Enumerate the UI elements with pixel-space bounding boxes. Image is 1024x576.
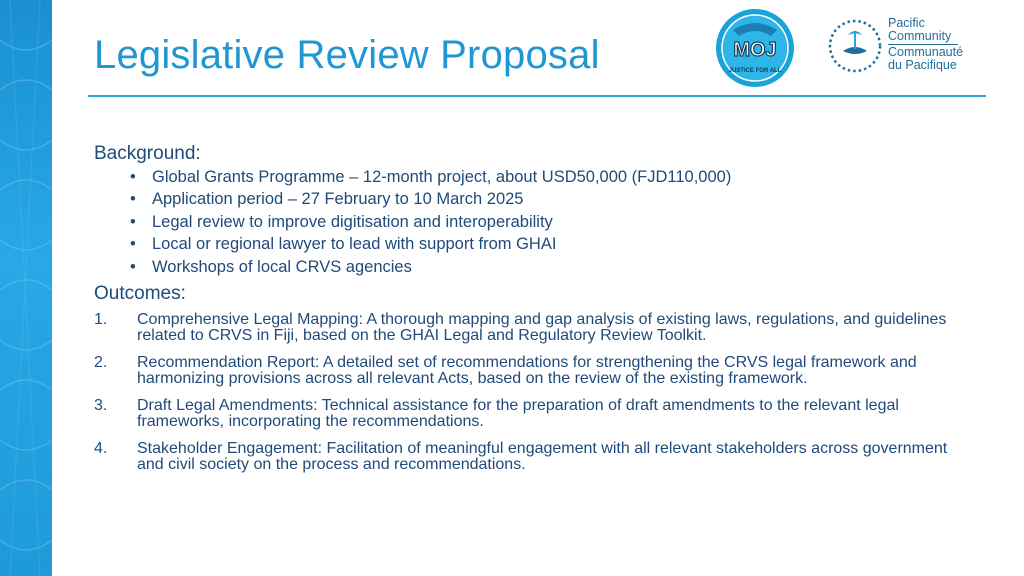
background-item: • Global Grants Programme – 12-month project, about USD50,000 (FJD110,000) [94,166,974,188]
spc-line-1: Pacific [888,16,925,30]
pattern-decoration [0,0,52,576]
slide-body [94,142,974,484]
title-divider [88,95,986,97]
outcome-item [94,355,974,387]
page-title: Legislative Review Proposal [94,33,600,77]
outcomes-heading: Outcomes: [94,283,186,305]
outcome-item [94,441,974,473]
background-item: • Local or regional lawyer to lead with support from GHAI [94,233,974,255]
background-list [94,166,974,278]
outcome-text: Draft Legal Amendments: Technical assistance for the preparation of draft amendments to the relevant legal frameworks, incorporating the recommendations. [137,397,899,431]
outcome-number: 4. [94,440,108,458]
outcome-item [94,398,974,430]
spc-logo-text [888,17,963,71]
moj-logo-text: MOJ [733,39,777,61]
outcome-text: Stakeholder Engagement: Facilitation of meaningful engagement with all relevant stakeholders across government and civil society on the process and recommendations. [137,440,948,474]
spc-line-3: Communauté [888,45,964,59]
outcomes-list [94,312,974,473]
background-heading: Background: [94,143,201,164]
background-item: • Application period – 27 February to 10 March 2025 [94,188,974,210]
outcome-number: 2. [94,354,108,372]
outcome-item [94,312,974,344]
spc-line-4: du Pacifique [888,57,957,72]
outcome-text: Comprehensive Legal Mapping: A thorough mapping and gap analysis of existing laws, regulations, and guidelines related to CRVS in Fiji, based on the GHAI Legal and Regulatory Review Toolkit. [137,311,947,345]
moj-logo-tagline: JUSTICE FOR ALL [728,68,782,74]
background-item: • Workshops of local CRVS agencies [94,256,974,278]
spc-emblem-icon [830,21,880,71]
decorative-side-bar [0,0,52,576]
moj-logo [715,8,795,88]
background-item: • Legal review to improve digitisation and interoperability [94,211,974,233]
outcome-number: 3. [94,397,108,415]
outcome-number: 1. [94,311,108,329]
spc-line-2: Community [888,28,952,43]
outcome-text: Recommendation Report: A detailed set of recommendations for strengthening the CRVS legal framework and harmonizing provisions across all relevant Acts, based on the review of the existing framework. [137,354,917,388]
